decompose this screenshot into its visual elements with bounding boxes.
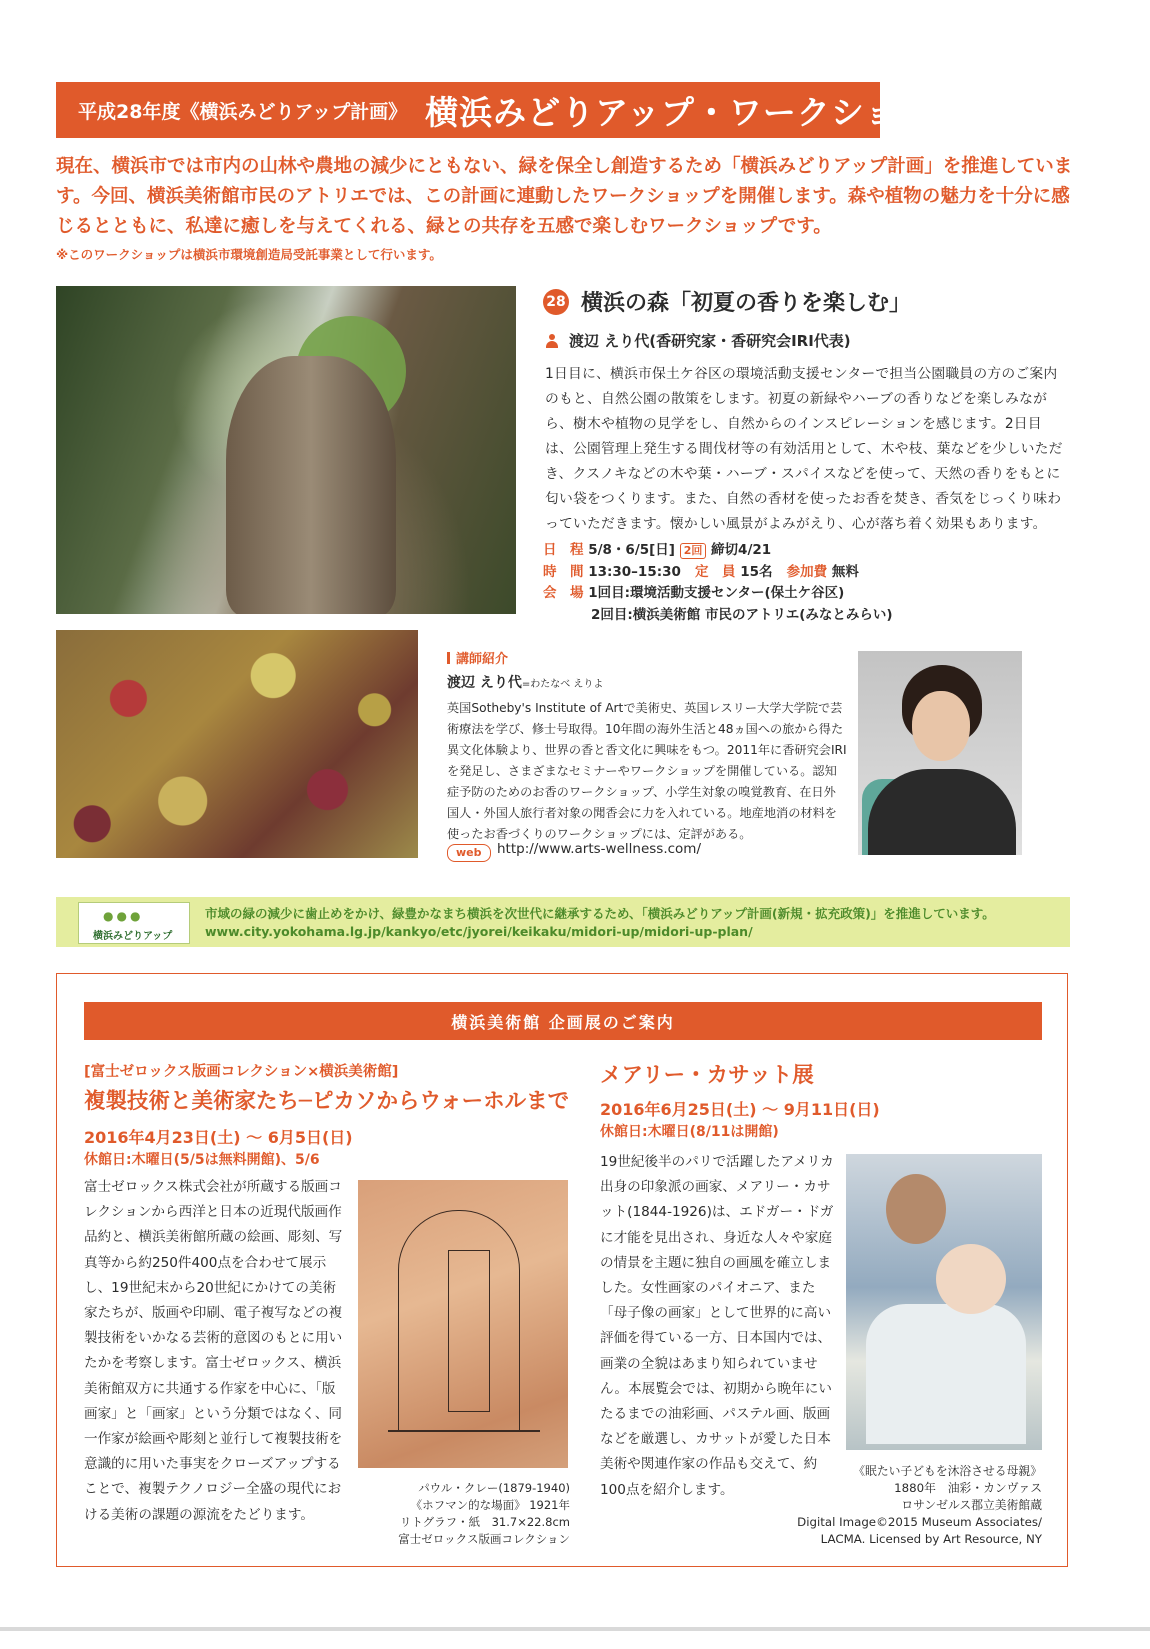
cassatt-caption-credit-2: LACMA. Licensed by Art Resource, NY: [820, 1532, 1042, 1546]
klee-caption: [358, 1480, 570, 1548]
info-venue-row-2: [543, 605, 893, 627]
header-pretitle: 平成28年度《横浜みどりアップ計画》: [78, 100, 408, 123]
workshop-description: 1日目に、横浜市保土ケ谷区の環境活動支援センターで担当公園職員の方のご案内のもと、自然公園の散策をします。初夏の新緑やハーブの香りなどを楽しみながら、樹木や植物の見学をし、自然からのインスピレーションを感じます。2日目は、公園管理上発生する間伐材等の有効活用として、木や枝、葉などを少しいただき、クスノキなどの木や葉・ハーブ・スパイスなどを使って、天然の香りをもとに匂い袋をつくります。また、自然の香材を使ったお香を焚き、香気をじっくり味わっていただきます。懐かしい風景がよみがえり、心が落ち着く効果もあります。: [545, 366, 1063, 532]
time-label: 時 間: [543, 563, 584, 580]
workshop-title: [543, 286, 911, 317]
exhibition1-title: 複製技術と美術家たち─ピカソからウォーホルまで: [84, 1089, 570, 1114]
exhibitions-heading: 横浜美術館 企画展のご案内: [84, 1002, 1042, 1040]
exhibition2-closed-days: 休館日:木曜日(8/11は開館): [600, 1124, 779, 1140]
klee-caption-title: 《ホフマン的な場面》 1921年: [410, 1498, 570, 1512]
heading-marker: [447, 652, 450, 664]
lecturer-portrait-photo: [858, 651, 1022, 855]
workshop-number-badge: 28: [543, 289, 569, 315]
header-banner: [56, 82, 967, 138]
cassatt-caption-collection: ロサンゼルス郡立美術館蔵: [901, 1498, 1042, 1512]
workshop-info: [543, 540, 893, 626]
cassatt-caption-credit-1: Digital Image©2015 Museum Associates/: [797, 1515, 1042, 1529]
logo-icons: ●●●: [103, 909, 144, 923]
exhibition1-kicker: [富士ゼロックス版画コレクション×横浜美術館]: [84, 1064, 399, 1080]
cassatt-caption-title: 《眠たい子どもを沐浴させる母親》: [853, 1464, 1042, 1478]
capacity-value: 15名: [740, 563, 773, 580]
workshop-lecturer: [545, 330, 851, 351]
cassatt-caption-medium: 1880年 油彩・カンヴァス: [894, 1481, 1042, 1495]
time-value: 13:30–15:30: [588, 563, 681, 580]
midori-up-url[interactable]: www.city.yokohama.lg.jp/kankyo/etc/jyorei/keikaku/midori-up/midori-up-plan/: [205, 924, 753, 939]
profile-name-text: 渡辺 えり代: [447, 675, 522, 691]
deadline: 締切4/21: [711, 542, 772, 558]
venue-1: 1回目:環境活動支援センター(保土ケ谷区): [588, 585, 845, 601]
profile-bio: 英国Sotheby's Institute of Artで美術史、英国レスリー大学大学院で芸術療法を学び、修士号取得。10年間の海外生活と48ヵ国への旅から得た異文化体験より、世界の香と香文化に興味をもつ。2011年に香研究会IRIを発足し、さまざまなセミナーやワークショップを開催している。認知症予防のためのお香のワークショップ、小学生対象の嗅覚教育、在日外国人・外国人旅行者対象の聞香会に力を入れている。地産地消の材料を使ったお香づくりのワークショップには、定評がある。: [447, 701, 847, 841]
logo-text: 横浜みどりアップ: [93, 931, 173, 942]
person-icon: [545, 334, 559, 348]
intro-note: ※このワークショップは横浜市環境創造局受託事業として行います。: [56, 247, 442, 262]
web-link[interactable]: http://www.arts-wellness.com/: [497, 841, 702, 857]
exhibition1-date: 2016年4月23日(土) 〜 6月5日(日): [84, 1128, 353, 1147]
page-title: 横浜みどりアップ・ワークショップ: [425, 92, 967, 132]
profile-heading: [447, 648, 508, 667]
date-value: 5/8・6/5[日]: [588, 542, 675, 558]
sessions-badge: 2回: [680, 543, 707, 559]
lecturer-name: 渡辺 えり代(香研究家・香研究会IRI代表): [569, 332, 851, 350]
exhibition2-date: 2016年6月25日(土) 〜 9月11日(日): [600, 1100, 880, 1119]
date-label: 日 程: [543, 542, 584, 558]
intro-text: 現在、横浜市では市内の山林や農地の減少にともない、緑を保全し創造するため「横浜みどりアップ計画」を推進しています。今回、横浜美術館市民のアトリエでは、この計画に連動したワークショップを開催します。森や植物の魅力を十分に感じるとともに、私達に癒しを与えてくれる、緑との共存を五感で楽しむワークショップです。: [56, 156, 1073, 237]
midori-up-logo: [78, 902, 190, 944]
capacity-label: 定 員: [695, 563, 736, 580]
fee-label: 参加費: [786, 563, 828, 580]
footer-divider: [0, 1627, 1150, 1631]
cassatt-caption: [740, 1463, 1042, 1548]
info-venue-row: [543, 583, 893, 605]
exhibition1-description: 富士ゼロックス株式会社が所蔵する版画コレクションから西洋と日本の近現代版画作品約と、横浜美術館所蔵の絵画、彫刻、写真等から約250件400点を合わせて展示し、19世紀末から20世紀にかけての美術家たちが、版画や印刷、電子複写などの複製技術をいかなる芸術的意図のもとに用いたかを考察します。富士ゼロックス、横浜美術館双方に共通する作家を中心に、「版画家」と「画家」という分類ではなく、同一作家が絵画や彫刻と並行して複製技術を意識的に用いた事実をクローズアップすることで、複製テクノロジー全盛の現代における美術の課題の源流をたどります。: [84, 1179, 343, 1523]
profile-name: [447, 672, 603, 692]
klee-artwork-image: [358, 1180, 568, 1468]
info-time-row: [543, 562, 893, 584]
exhibition2-description: 19世紀後半のパリで活躍したアメリカ出身の印象派の画家、メアリー・カサット(1844-1926)は、エドガー・ドガに才能を見出され、身近な人々や家庭の情景を主題に独自の画風を確立しました。女性画家のパイオニア、また「母子像の画家」として世界的に高い評価を得ている一方、日本国内では、画業の全貌はあまり知られていません。本展覧会では、初期から晩年にいたるまでの油彩画、パステル画、版画などを厳選し、カサットが愛した日本美術や関連作家の作品も交えて、約100点を紹介します。: [600, 1154, 834, 1498]
venue-label: 会 場: [543, 585, 584, 601]
exhibition2-title: メアリー・カサット展: [600, 1063, 814, 1088]
klee-caption-medium: リトグラフ・紙 31.7×22.8cm: [399, 1515, 570, 1529]
klee-caption-collection: 富士ゼロックス版画コレクション: [398, 1532, 570, 1546]
profile-heading-text: 講師紹介: [456, 652, 509, 667]
profile-reading: =わたなべ えりよ: [521, 679, 604, 690]
midori-up-text: 市域の緑の減少に歯止めをかけ、緑豊かなまち横浜を次世代に継承するため、「横浜みどりアップ計画(新規・拡充政策)」を推進しています。: [205, 906, 995, 921]
exhibition1-closed-days: 休館日:木曜日(5/5は無料開館)、5/6: [84, 1152, 320, 1168]
klee-caption-artist: パウル・クレー(1879-1940): [418, 1481, 570, 1495]
fee-value: 無料: [831, 563, 859, 580]
workshop-title-text: 横浜の森「初夏の香りを楽しむ」: [581, 291, 912, 316]
info-date-row: [543, 540, 893, 562]
venue-2: 2回目:横浜美術館 市民のアトリエ(みなとみらい): [591, 606, 893, 623]
forest-tree-photo: [56, 286, 516, 614]
cassatt-painting-image: [846, 1154, 1042, 1450]
dried-leaves-photo: [56, 630, 418, 858]
web-badge: web: [447, 844, 491, 862]
